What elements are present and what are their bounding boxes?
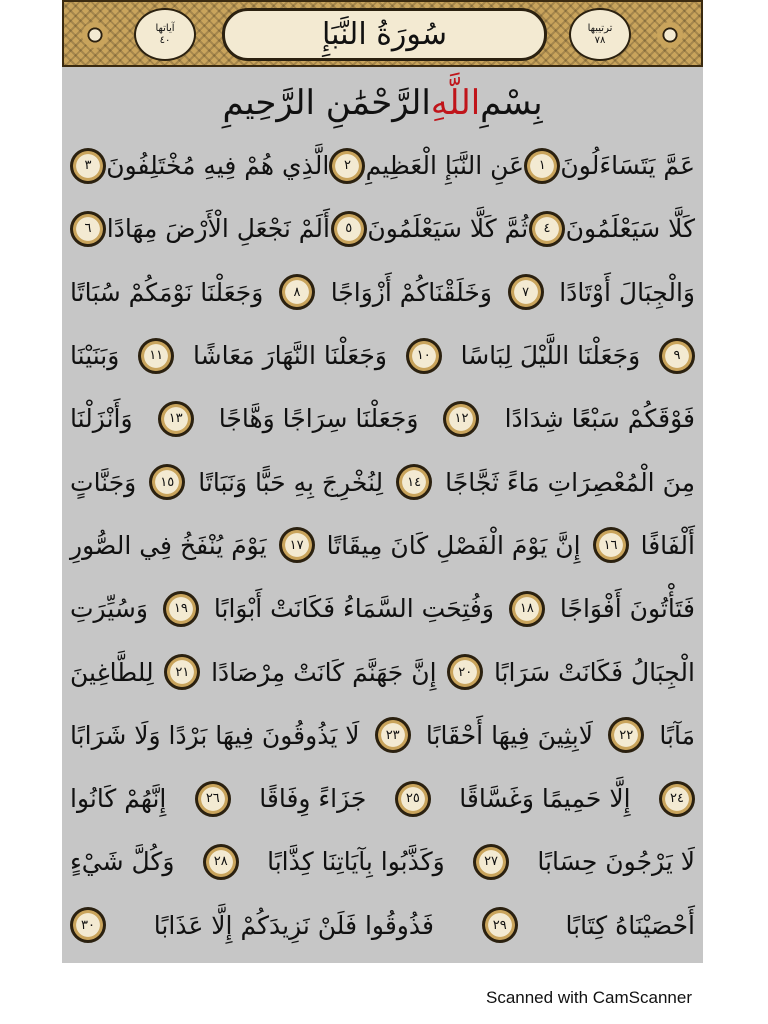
- verse-text: وَجَعَلْنَا اللَّيْلَ لِبَاسًا: [460, 341, 641, 371]
- verse-text: الَّذِي هُمْ فِيهِ مُخْتَلِفُونَ: [106, 151, 330, 181]
- ayah-number-marker: ٢: [329, 148, 365, 184]
- verse-text: وَخَلَقْنَاكُمْ أَزْوَاجًا: [330, 277, 492, 307]
- basmala-rahman-rahim: الرَّحْمَٰنِ الرَّحِيمِ: [222, 83, 431, 123]
- verse-text: وَجَعَلْنَا سِرَاجًا وَهَّاجًا: [218, 404, 419, 434]
- verse-text: وَسُيِّرَتِ: [70, 594, 148, 624]
- verse-text: فَتَأْتُونَ أَفْوَاجًا: [559, 594, 695, 624]
- ornament-flower-icon: [82, 22, 108, 48]
- ayah-number-marker: ٣: [70, 148, 106, 184]
- ayah-number-marker: ٨: [279, 274, 315, 310]
- verse-text: فَوْقَكُمْ سَبْعًا شِدَادًا: [504, 404, 695, 434]
- verse-text: أَلْفَافًا: [640, 530, 695, 560]
- verse-line: [70, 197, 695, 260]
- ayah-number-marker: ٣٠: [70, 907, 106, 943]
- ayah-number-marker: ٢٠: [447, 654, 483, 690]
- verse-text: وَجَعَلْنَا النَّهَارَ مَعَاشًا: [193, 341, 387, 371]
- verse-text: وَفُتِحَتِ السَّمَاءُ فَكَانَتْ أَبْوَابًا: [213, 594, 494, 624]
- surah-header-ornament: [62, 0, 703, 67]
- verse-text: كَلَّا سَيَعْلَمُونَ: [565, 214, 695, 244]
- verse-text-block: [70, 134, 695, 957]
- verse-text: فَذُوقُوا فَلَنْ نَزِيدَكُمْ إِلَّا عَذَابًا: [153, 910, 434, 940]
- verse-line: [70, 577, 695, 640]
- verse-text: يَوْمَ يُنْفَخُ فِي الصُّورِ: [70, 530, 267, 560]
- verse-text: إِلَّا حَمِيمًا وَغَسَّاقًا: [459, 784, 631, 814]
- verse-line: [70, 830, 695, 893]
- ayah-number-marker: ١٢: [443, 401, 479, 437]
- ayah-count-medallion: [134, 8, 196, 61]
- verse-line: [70, 450, 695, 513]
- basmala-bism: بِسْمِ: [480, 83, 543, 123]
- verse-text: وَكَذَّبُوا بِآيَاتِنَا كِذَّابًا: [267, 847, 445, 877]
- verse-text: لِلطَّاغِينَ: [70, 657, 154, 687]
- ayah-number-marker: ١٥: [149, 464, 185, 500]
- verse-line: [70, 514, 695, 577]
- ayah-number-marker: ٤: [529, 211, 565, 247]
- verse-line: [70, 640, 695, 703]
- verse-text: إِنَّهُمْ كَانُوا: [70, 784, 167, 814]
- verse-text: مَآبًا: [659, 720, 695, 750]
- verse-text: وَالْجِبَالَ أَوْتَادًا: [559, 277, 695, 307]
- verse-text: لَابِثِينَ فِيهَا أَحْقَابًا: [425, 720, 593, 750]
- verse-text: مِنَ الْمُعْصِرَاتِ مَاءً ثَجَّاجًا: [445, 467, 695, 497]
- verse-text: جَزَاءً وِفَاقًا: [259, 784, 367, 814]
- ayah-number-marker: ١٦: [593, 527, 629, 563]
- basmala: [62, 72, 703, 134]
- surah-order-medallion: [569, 8, 631, 61]
- ayah-number-marker: ٢٣: [375, 717, 411, 753]
- mushaf-page: [62, 0, 703, 963]
- verse-text: وَجَعَلْنَا نَوْمَكُمْ سُبَاتًا: [70, 277, 264, 307]
- ayah-number-marker: ١: [524, 148, 560, 184]
- verse-line: [70, 387, 695, 450]
- ayah-number-marker: ٥: [331, 211, 367, 247]
- verse-text: لَا يَذُوقُونَ فِيهَا بَرْدًا وَلَا شَرَابًا: [70, 720, 360, 750]
- ayah-count-number: ٤٠: [159, 34, 171, 46]
- verse-text: أَلَمْ نَجْعَلِ الْأَرْضَ مِهَادًا: [106, 214, 330, 244]
- ayah-number-marker: ١٧: [279, 527, 315, 563]
- ayah-number-marker: ٢٧: [473, 844, 509, 880]
- ornament-flower-icon: [657, 22, 683, 48]
- ayah-number-marker: ٢٨: [203, 844, 239, 880]
- verse-line: [70, 704, 695, 767]
- ayah-number-marker: ٢١: [164, 654, 200, 690]
- verse-line: [70, 767, 695, 830]
- ayah-number-marker: ١١: [138, 338, 174, 374]
- ayah-number-marker: ١٣: [158, 401, 194, 437]
- ayah-number-marker: ٢٩: [482, 907, 518, 943]
- ayah-number-marker: ١٨: [509, 591, 545, 627]
- ayah-number-marker: ٢٦: [195, 781, 231, 817]
- verse-text: إِنَّ يَوْمَ الْفَصْلِ كَانَ مِيقَاتًا: [326, 530, 581, 560]
- verse-text: وَكُلَّ شَيْءٍ: [70, 847, 175, 877]
- ayah-number-marker: ٢٤: [659, 781, 695, 817]
- verse-text: وَأَنْزَلْنَا: [70, 404, 133, 434]
- surah-order-label: ترتيبها: [587, 22, 613, 34]
- ayah-number-marker: ٧: [508, 274, 544, 310]
- verse-text: الْجِبَالُ فَكَانَتْ سَرَابًا: [493, 657, 695, 687]
- verse-line: [70, 894, 695, 957]
- surah-title: سُورَةُ النَّبَإِ: [321, 17, 448, 52]
- verse-text: وَجَنَّاتٍ: [70, 467, 137, 497]
- verse-text: لِنُخْرِجَ بِهِ حَبًّا وَنَبَاتًا: [198, 467, 384, 497]
- verse-text: ثُمَّ كَلَّا سَيَعْلَمُونَ: [367, 214, 529, 244]
- surah-order-number: ٧٨: [594, 34, 606, 46]
- ayah-number-marker: ٦: [70, 211, 106, 247]
- verse-line: [70, 324, 695, 387]
- ayah-number-marker: ١٤: [396, 464, 432, 500]
- verse-line: [70, 134, 695, 197]
- ayah-number-marker: ٢٢: [608, 717, 644, 753]
- verse-text: لَا يَرْجُونَ حِسَابًا: [537, 847, 695, 877]
- surah-title-cartouche: [222, 8, 547, 61]
- ayah-number-marker: ٢٥: [395, 781, 431, 817]
- ayah-number-marker: ٩: [659, 338, 695, 374]
- verse-text: إِنَّ جَهَنَّمَ كَانَتْ مِرْصَادًا: [211, 657, 437, 687]
- scanner-watermark: Scanned with CamScanner: [485, 988, 692, 1007]
- verse-text: وَبَنَيْنَا: [70, 341, 120, 371]
- verse-text: أَحْصَيْنَاهُ كِتَابًا: [565, 910, 695, 940]
- ayah-number-marker: ١٠: [406, 338, 442, 374]
- verse-text: عَمَّ يَتَسَاءَلُونَ: [560, 151, 695, 181]
- ayah-number-marker: ١٩: [163, 591, 199, 627]
- ayah-count-label: آياتها: [155, 22, 175, 34]
- verse-line: [70, 261, 695, 324]
- verse-text: عَنِ النَّبَإِ الْعَظِيمِ: [365, 151, 525, 181]
- basmala-allah: اللَّهِ: [430, 83, 481, 123]
